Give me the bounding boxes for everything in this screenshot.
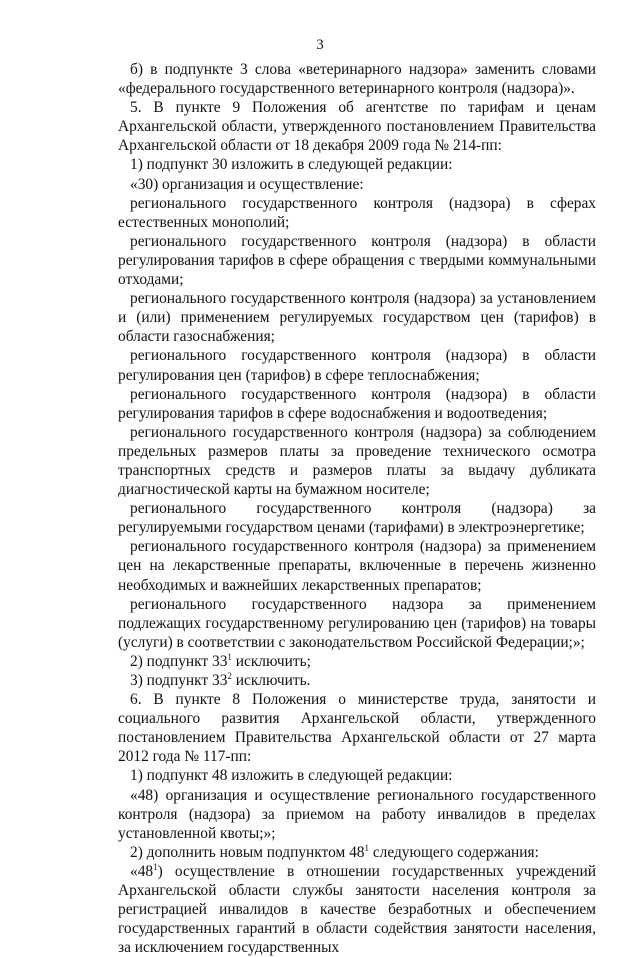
paragraph: регионального государственного контроля (надзора) в сферах естественных монополий; bbox=[118, 194, 596, 231]
paragraph-item-48-1-add bbox=[118, 843, 596, 862]
paragraph: регионального государственного контроля (надзора) в области регулирования тарифов в сфере обращения с твердыми коммунальными отходами; bbox=[118, 232, 596, 289]
superscript: 1 bbox=[153, 861, 158, 872]
paragraph: регионального государственного надзора за применением подлежащих государственному регулированию цен (тарифов) на товары (услуги) в соответствии с законодательством Российской Федерации;»; bbox=[118, 595, 596, 651]
text: 2) подпункт 33 bbox=[130, 652, 228, 670]
paragraph: 1) подпункт 48 изложить в следующей редакции: bbox=[130, 767, 453, 785]
text: 3) подпункт 33 bbox=[130, 672, 228, 689]
text: исключить; bbox=[231, 652, 311, 670]
paragraph: регионального государственного контроля (надзора) за регулируемыми государством ценами (тарифами) в электроэнергетике; bbox=[118, 500, 596, 537]
text: 2) дополнить новым подпунктом 48 bbox=[130, 843, 365, 861]
paragraph-item-33-2 bbox=[118, 671, 596, 690]
text: исключить. bbox=[231, 672, 311, 689]
paragraph: регионального государственного контроля (надзора) за установлением и (или) применением регулируемых государством цен (тарифов) в области газоснабжения; bbox=[118, 290, 596, 346]
text: «48 bbox=[130, 862, 154, 880]
text: следующего содержания: bbox=[368, 843, 539, 861]
paragraph: 6. В пункте 8 Положения о министерстве труда, занятости и социального развития Архангельской области, утвержденного постановлением Правительства Архангельской области от 27 марта 2012 года № 117-пп: bbox=[118, 691, 596, 766]
paragraph: 5. В пункте 9 Положения об агентстве по тарифам и ценам Архангельской области, утвержденного постановлением Правительства Архангельской области от 18 декабря 2009 года № 214-пп: bbox=[118, 99, 596, 155]
paragraph: регионального государственного контроля (надзора) за применением цен на лекарственные препараты, включенные в перечень жизненно необходимых и важнейших лекарственных препаратов; bbox=[118, 538, 596, 594]
paragraph: регионального государственного контроля (надзора) в области регулирования цен (тарифов) в сфере теплоснабжения; bbox=[118, 347, 596, 384]
superscript: 1 bbox=[227, 651, 232, 662]
paragraph: регионального государственного контроля (надзора) в области регулирования тарифов в сфере водоснабжения и водоотведения; bbox=[118, 385, 596, 422]
superscript: 2 bbox=[227, 671, 232, 681]
page-number: 3 bbox=[316, 37, 324, 53]
paragraph-item-33-1 bbox=[118, 652, 596, 671]
paragraph-item-48-1-text bbox=[118, 862, 596, 957]
superscript: 1 bbox=[364, 842, 369, 853]
paragraph: «30) организация и осуществление: bbox=[130, 175, 364, 193]
paragraph: 1) подпункт 30 изложить в следующей редакции: bbox=[130, 156, 453, 174]
paragraph: «48) организация и осуществление регионального государственного контроля (надзора) за приемом на работу инвалидов в пределах установленной квоты;»; bbox=[118, 786, 596, 842]
paragraph: б) в подпункте 3 слова «ветеринарного надзора» заменить словами «федерального государственного ветеринарного контроля (надзора)». bbox=[118, 61, 596, 98]
paragraph: регионального государственного контроля (надзора) за соблюдением предельных размеров платы за проведение технического осмотра транспортных средств и размеров платы за выдачу дубликата диагностической карты на бумажном носителе; bbox=[118, 423, 596, 499]
document-body bbox=[118, 60, 596, 957]
text: ) осуществление в отношении государственных учреждений Архангельской области службы занятости населения контроля за регистрацией инвалидов в качестве безработных и обеспечением государственных гарантий в области содействия занятости населения, за исключением государственных bbox=[118, 862, 596, 957]
